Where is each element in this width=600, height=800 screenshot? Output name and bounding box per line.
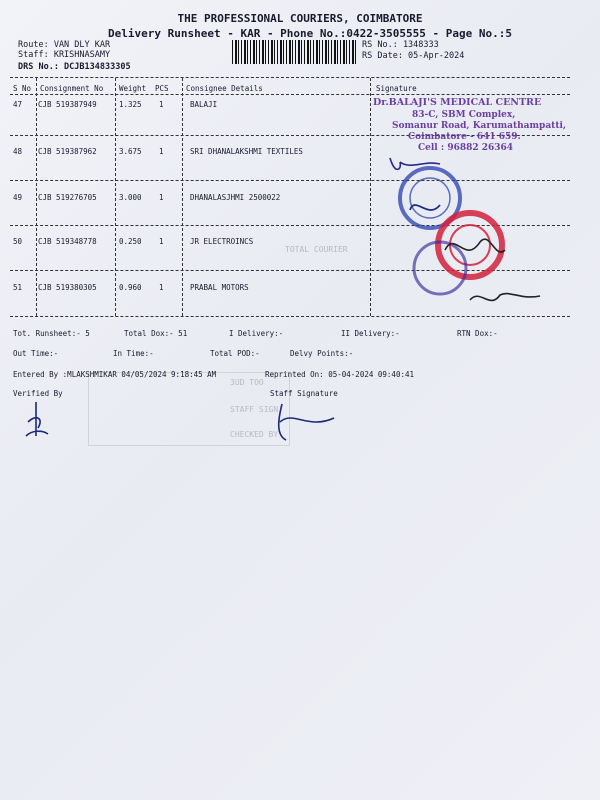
verified-by-label: Verified By	[13, 389, 63, 398]
row-sno: 47	[13, 100, 23, 109]
total-dox: Total Dox:- 51	[124, 329, 188, 338]
row-consignee: PRABAL MOTORS	[190, 283, 249, 292]
stamp-clinic-name: Dr.BALAJI'S MEDICAL CENTRE	[373, 97, 542, 108]
row-weight: 3.675	[119, 147, 142, 156]
row-consignment: CJB 519387949	[38, 100, 97, 109]
row-pcs: 1	[159, 100, 164, 109]
row-consignee: DHANALASJHMI 2500022	[190, 193, 281, 202]
total-pod: Total POD:-	[210, 349, 260, 358]
bleed-through-mark: STAFF SIGN	[230, 405, 279, 414]
entered-by: Entered By :MLAKSHMIKAR 04/05/2024 9:18:45 AM	[13, 370, 217, 379]
row-pcs: 1	[159, 147, 164, 156]
row-sno: 49	[13, 193, 23, 202]
route-label: Route: VAN DLY KAR	[18, 40, 111, 50]
bleed-through-mark: CHECKED BY	[230, 430, 279, 439]
bleed-through-mark: TOTAL COURIER	[285, 245, 348, 254]
row-consignee: BALAJI	[190, 100, 218, 109]
header-weight: Weight	[119, 84, 147, 93]
table-top-rule	[10, 77, 570, 78]
i-delivery: I Delivery:-	[229, 329, 284, 338]
table-header-rule	[10, 94, 570, 95]
bleed-through-mark: 3UD TOO	[230, 378, 264, 387]
column-divider	[182, 78, 183, 316]
in-time: In Time:-	[113, 349, 154, 358]
header-sno: S No	[13, 84, 32, 93]
row-pcs: 1	[159, 237, 164, 246]
row-weight: 0.960	[119, 283, 142, 292]
rs-date: RS Date: 05-Apr-2024	[362, 51, 465, 61]
row-sno: 50	[13, 237, 23, 246]
row-sno: 51	[13, 283, 23, 292]
stamp-address-1: 83-C, SBM Complex,	[412, 110, 516, 120]
row-consignment: CJB 519276705	[38, 193, 97, 202]
header-signature: Signature	[376, 84, 417, 93]
barcode-image	[232, 40, 357, 64]
out-time: Out Time:-	[13, 349, 59, 358]
company-title: THE PROFESSIONAL COURIERS, COIMBATORE	[177, 12, 423, 25]
row-sno: 48	[13, 147, 23, 156]
row-consignment: CJB 519348778	[38, 237, 97, 246]
stamp-phone: Cell : 96882 26364	[418, 143, 514, 153]
stamp-address-2: Somanur Road, Karumathampatti,	[392, 121, 567, 131]
stamps-and-signatures	[370, 150, 550, 320]
staff-signature	[268, 400, 338, 445]
row-weight: 0.250	[119, 237, 142, 246]
row-weight: 1.325	[119, 100, 142, 109]
staff-signature-label: Staff Signature	[270, 389, 338, 398]
ii-delivery: II Delivery:-	[341, 329, 400, 338]
header-pcs: PCS	[155, 84, 169, 93]
staff-label: Staff: KRISHNASAMY	[18, 50, 111, 60]
row-consignment: CJB 519380305	[38, 283, 97, 292]
stamp-address-3: Coimbatore - 641 659.	[408, 132, 521, 142]
row-weight: 3.000	[119, 193, 142, 202]
rs-number: RS No.: 1348333	[362, 40, 439, 50]
header-consignee: Consignee Details	[186, 84, 263, 93]
drs-number: DRS No.: DCJB134833305	[18, 62, 131, 72]
column-divider	[115, 78, 116, 316]
delivery-points: Delvy Points:-	[290, 349, 354, 358]
runsheet-subtitle: Delivery Runsheet - KAR - Phone No.:0422-3505555 - Page No.:5	[108, 27, 512, 40]
column-divider	[36, 78, 37, 316]
row-pcs: 1	[159, 193, 164, 202]
row-consignee: JR ELECTROINCS	[190, 237, 254, 246]
verifier-signature	[18, 400, 58, 440]
header-consignment: Consignment No	[40, 84, 104, 93]
row-consignee: SRI DHANALAKSHMI TEXTILES	[190, 147, 303, 156]
rtn-dox: RTN Dox:-	[457, 329, 498, 338]
row-consignment: CJB 519387962	[38, 147, 97, 156]
total-runsheet: Tot. Runsheet:- 5	[13, 329, 90, 338]
reprinted-on: Reprinted On: 05-04-2024 09:40:41	[265, 370, 415, 379]
bleed-through-box	[88, 372, 290, 446]
row-pcs: 1	[159, 283, 164, 292]
